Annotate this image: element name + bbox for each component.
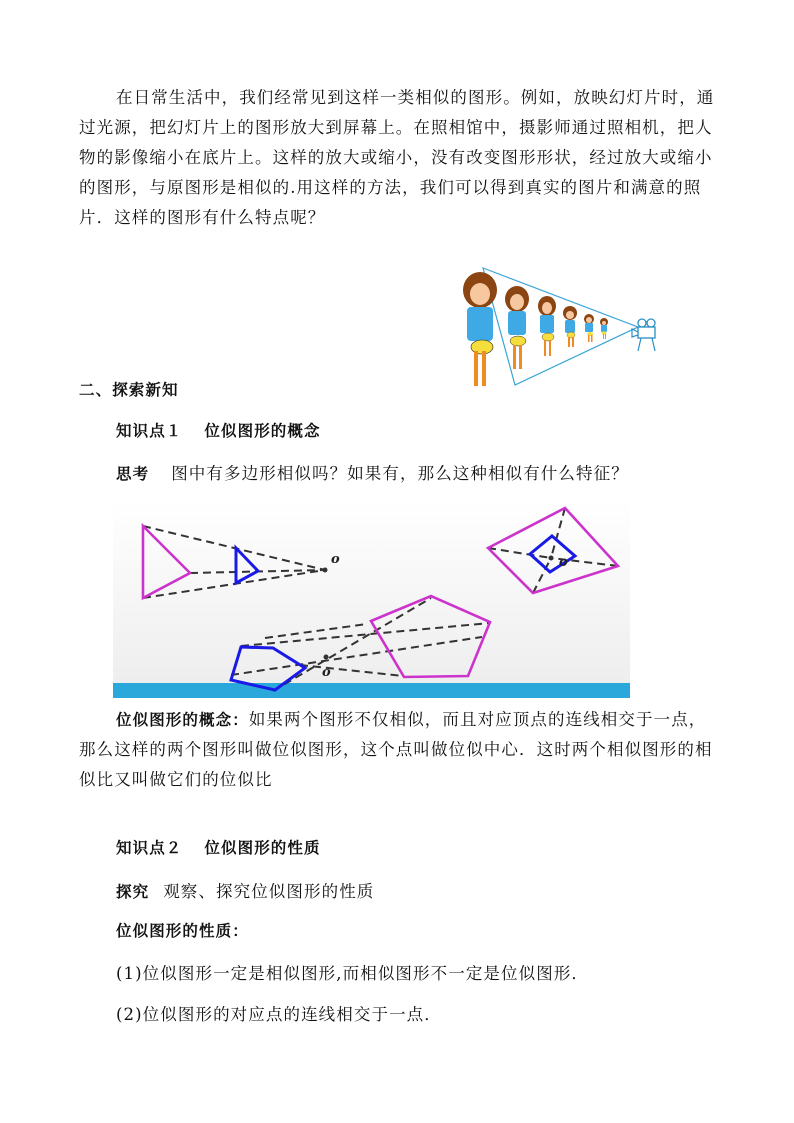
concept-paragraph: [79, 705, 719, 795]
think-label: 思考: [116, 465, 150, 483]
props-title: 位似图形的性质：: [116, 922, 249, 940]
girl-figure-large: [463, 272, 497, 386]
concept-text: 如果两个图形不仅相似，而且对应顶点的连线相交于一点，那么这样的两个图形叫做位似图形，这个点叫做位似中心．这时两个相似图形的相似比又叫做它们的位似比: [79, 710, 713, 789]
kp1-heading: [116, 419, 321, 441]
think-text: 图中有多边形相似吗？如果有，那么这种相似有什么特征？: [171, 464, 629, 483]
property-1: (1)位似图形一定是相似图形,而相似图形不一定是位似图形．: [116, 964, 590, 983]
explore-text: 观察、探究位似图形的性质: [163, 882, 375, 901]
concept-label: 位似图形的概念：: [116, 711, 249, 729]
explore-line: [116, 878, 374, 902]
kp1-label: 知识点１: [116, 422, 183, 440]
projection-illustration: [455, 263, 670, 398]
center-label-1: o: [331, 552, 340, 567]
think-line: [116, 460, 629, 484]
kp1-title: 位似图形的概念: [204, 422, 321, 440]
kp2-title: 位似图形的性质: [204, 839, 321, 857]
kp2-label: 知识点２: [116, 839, 183, 857]
center-label-3: o: [559, 555, 568, 570]
homothety-figure: [113, 500, 630, 700]
kp2-heading: [116, 836, 321, 858]
section-heading: 二、探索新知: [79, 381, 179, 399]
projector-icon: [632, 319, 655, 351]
property-2: (2)位似图形的对应点的连线相交于一点．: [116, 1005, 442, 1024]
center-label-2: o: [322, 665, 331, 680]
explore-label: 探究: [116, 883, 150, 901]
intro-paragraph: 在日常生活中，我们经常见到这样一类相似的图形。例如，放映幻灯片时，通过光源，把幻灯片上的图形放大到屏幕上。在照相馆中，摄影师通过照相机，把人物的影像缩小在底片上。这样的放大或缩小，没有改变图形形状，经过放大或缩小的图形，与原图形是相似的.用这样的方法，我们可以得到真实的图片和满意的照片．这样的图形有什么特点呢？: [79, 88, 715, 227]
